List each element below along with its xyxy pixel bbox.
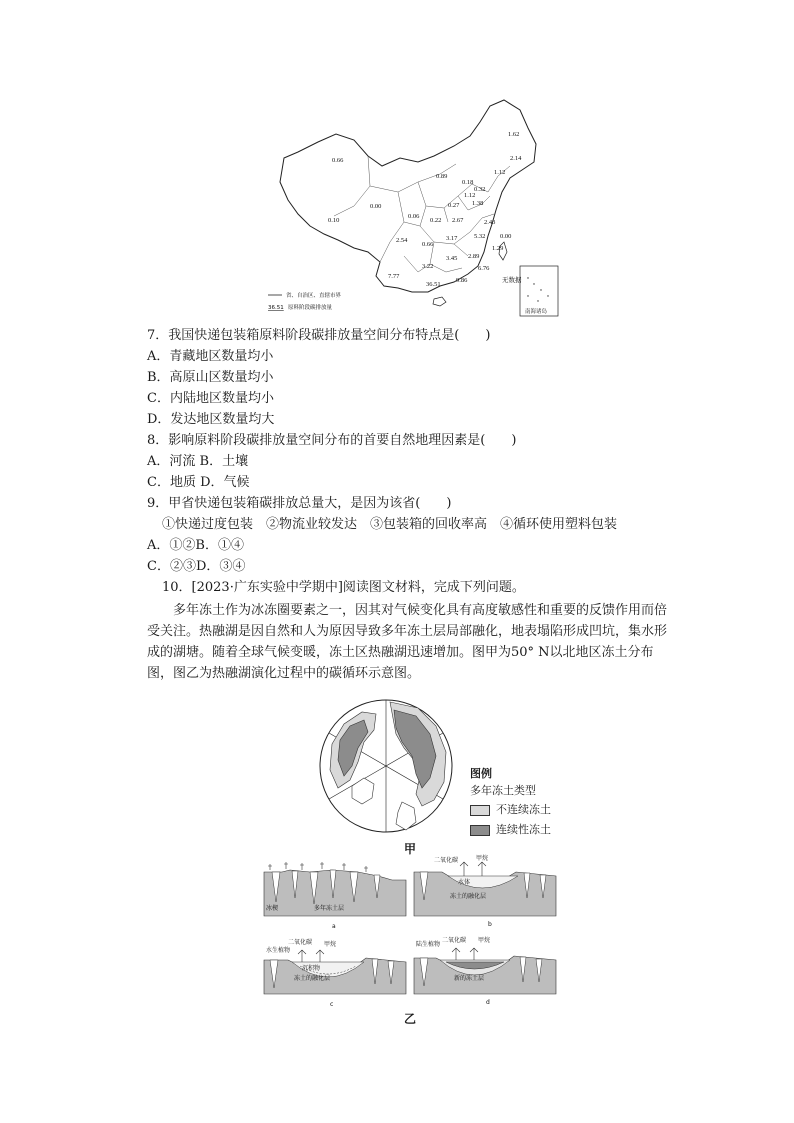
panel-d [412, 932, 558, 1012]
legend-sample-caption: 原料阶段碳排放量 [288, 305, 333, 311]
map-value: 2.67 [452, 217, 464, 224]
q8-options-cd[interactable]: C．地质 D．气候 [147, 475, 250, 490]
figure-jia-label: 甲 [404, 842, 417, 856]
legend-sample-value: 36.51 [268, 305, 284, 311]
panel-d-label-co2: 二氧化碳 [442, 937, 467, 944]
map-value: 0.06 [408, 213, 420, 220]
figure-jia-legend [470, 766, 551, 840]
q7-option-c[interactable]: C．内陆地区数量均小 [147, 391, 274, 406]
q8-options-ab[interactable]: A．河流 B．土壤 [147, 454, 249, 469]
q9-options-cd[interactable]: C．②③D．③④ [147, 559, 246, 574]
map-value: 3.17 [446, 235, 458, 242]
panel-b-label-methane: 甲烷 [476, 855, 489, 862]
panel-c [262, 932, 408, 1012]
map-value: 0.32 [474, 186, 486, 193]
map-value: 36.51 [426, 281, 441, 288]
map-value: 0.89 [436, 173, 448, 180]
panel-d-label-methane: 甲烷 [478, 937, 491, 944]
map-value: 5.32 [474, 233, 486, 240]
map-value: 7.77 [388, 273, 400, 280]
legend-item-discontinuous [470, 800, 551, 820]
q7-option-d[interactable]: D．发达地区数量均大 [147, 412, 275, 427]
panel-c-label-methane: 甲烷 [324, 941, 337, 948]
map-value: 0.18 [462, 179, 474, 186]
map-value: 0.10 [328, 217, 340, 224]
legend-title: 图例 [470, 767, 492, 780]
panel-c-label-co2: 二氧化碳 [288, 939, 313, 946]
panel-c-label-sediment: 沉积物 [302, 965, 321, 972]
legend-boundary-label: 省、自治区、直辖市界 [286, 293, 342, 299]
map-value: 1.38 [472, 200, 484, 207]
panel-a-svg [262, 858, 408, 938]
panel-a [262, 858, 408, 938]
map-value: 1.12 [464, 192, 476, 199]
polar-map-svg [318, 690, 454, 840]
map-value: 6.76 [478, 265, 490, 272]
panel-a-letter: a [332, 923, 336, 930]
panel-a-label-ice-wedge: 冰楔 [266, 905, 279, 912]
q10-stem: 10．[2023·广东实验中学期中]阅读图文材料，完成下列问题。 [162, 580, 525, 595]
map-value: 0.66 [332, 157, 344, 164]
hainan-island [433, 297, 446, 306]
figure-jia-polar-map [318, 690, 454, 840]
map-value: 无数据 [502, 277, 522, 284]
panel-b-letter: b [488, 921, 492, 928]
map-value: 2.14 [510, 155, 522, 162]
legend-swatch [470, 805, 490, 816]
map-value: 1.29 [492, 245, 504, 252]
figure-yi-label: 乙 [404, 1012, 417, 1026]
map-value: 0.22 [430, 217, 442, 224]
legend-item-label: 连续性冻土 [496, 823, 551, 836]
q7-stem: 7．我国快递包装箱原料阶段碳排放量空间分布特点是( ) [147, 328, 491, 343]
map-value: 1.12 [494, 169, 506, 176]
china-outline [280, 100, 536, 292]
q8-stem: 8．影响原料阶段碳排放量空间分布的首要自然地理因素是( ) [147, 433, 517, 448]
q9-stem: 9．甲省快递包装箱碳排放总量大，是因为该省( ) [147, 496, 452, 511]
panel-b-label-co2: 二氧化碳 [434, 857, 459, 864]
panel-d-label-land-plants: 陆生植物 [416, 941, 441, 948]
panel-a-label-permafrost: 多年冻土层 [314, 905, 345, 912]
south-sea-inset-label: 南海诸岛 [525, 309, 548, 315]
panel-c-label-aquatic-plants: 水生植物 [266, 947, 291, 954]
legend-swatch [470, 825, 490, 836]
map-value: 9.86 [456, 277, 468, 284]
q7-option-b[interactable]: B．高原山区数量均小 [147, 370, 274, 385]
china-map-svg [258, 96, 564, 320]
panel-c-letter: c [330, 1001, 334, 1008]
map-value: 0.00 [370, 203, 382, 210]
panel-c-label-thaw-layer: 冻土的融化层 [294, 975, 331, 982]
panel-b-label-water: 水体 [458, 879, 471, 886]
panel-d-letter: d [486, 999, 490, 1006]
q7-option-a[interactable]: A．青藏地区数量均小 [147, 349, 274, 364]
q10-paragraph [147, 600, 667, 684]
panel-b [412, 854, 558, 934]
panel-c-svg [262, 932, 408, 1012]
legend-item-continuous [470, 820, 551, 840]
map-value: 1.62 [508, 131, 520, 138]
map-value: 0.66 [422, 241, 434, 248]
panel-d-label-new-permafrost: 新的冻土层 [454, 975, 485, 982]
panel-b-label-thaw-layer: 冻土的融化层 [450, 893, 487, 900]
map-value: 0.27 [448, 202, 460, 209]
map-value: 2.54 [396, 237, 408, 244]
map-value: 2.43 [484, 219, 496, 226]
map-value: 3.22 [422, 263, 434, 270]
legend-subtitle: 多年冻土类型 [470, 784, 536, 797]
map-value: 0.00 [500, 233, 512, 240]
map-value: 2.89 [468, 253, 480, 260]
china-carbon-map [258, 96, 564, 320]
legend-item-label: 不连续冻土 [496, 803, 551, 816]
q10-paragraph-text: 多年冻土作为冰冻圈要素之一，因其对气候变化具有高度敏感性和重要的反馈作用而倍受关注。热融湖是因自然和人为原因导致多年冻土层局部融化，地表塌陷形成凹坑，集水形成的湖塘。随着全球气候变暖，冻土区热融湖迅速增加。图甲为50° N以北地区冻土分布图，图乙为热融湖演化过程中的碳循环示意图。 [147, 603, 668, 681]
q9-statements: ①快递过度包装 ②物流业较发达 ③包装箱的回收率高 ④循环使用塑料包装 [162, 517, 618, 532]
panel-d-svg [412, 932, 558, 1012]
q9-options-ab[interactable]: A．①②B．①④ [147, 538, 244, 553]
panel-b-svg [412, 854, 558, 934]
map-value: 3.45 [446, 255, 458, 262]
